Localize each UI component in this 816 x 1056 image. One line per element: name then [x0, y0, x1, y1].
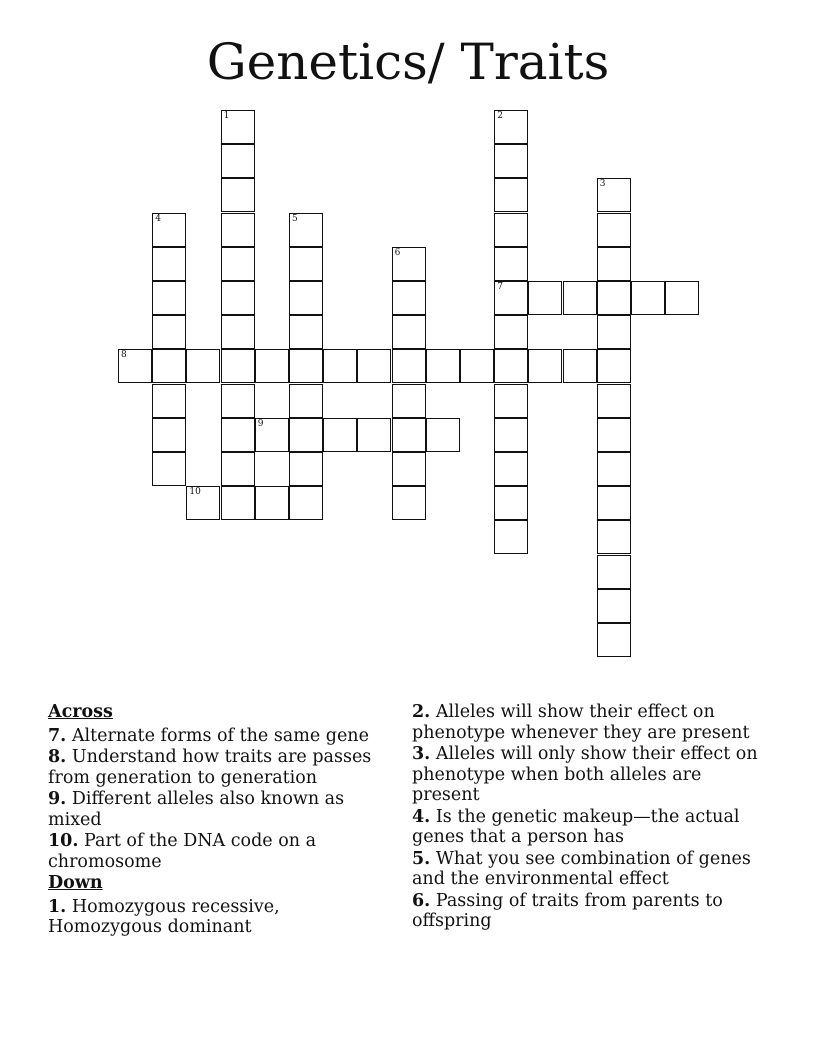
down-clue-4 [412, 807, 762, 848]
grid-cell[interactable] [597, 281, 631, 315]
down-clue-2 [412, 702, 762, 743]
clue-number: 5. [412, 848, 431, 869]
grid-cell[interactable] [631, 281, 665, 315]
grid-cell[interactable] [289, 418, 323, 452]
grid-cell[interactable] [152, 418, 186, 452]
grid-cell[interactable] [494, 144, 528, 178]
grid-cell[interactable] [357, 418, 391, 452]
grid-cell[interactable] [528, 349, 562, 383]
grid-cell[interactable] [221, 384, 255, 418]
grid-cell[interactable] [392, 281, 426, 315]
cell-number: 5 [292, 213, 298, 224]
clue-number: 8. [48, 747, 67, 767]
cell-number: 8 [121, 350, 127, 361]
clue-number: 10. [48, 831, 79, 851]
clue-text: Passing of traits from parents to offspring [412, 890, 723, 931]
grid-cell[interactable] [494, 418, 528, 452]
clue-number: 3. [412, 744, 431, 764]
clue-text: Alleles will show their effect on phenotype whenever they are present [412, 702, 750, 743]
grid-cell[interactable] [494, 213, 528, 247]
clue-number: 6. [412, 890, 431, 911]
grid-cell[interactable] [597, 384, 631, 418]
grid-cell[interactable] [528, 281, 562, 315]
grid-cell[interactable] [494, 520, 528, 554]
grid-cell[interactable] [221, 349, 255, 383]
grid-cell[interactable] [597, 315, 631, 349]
grid-cell[interactable] [221, 315, 255, 349]
cell-number: 10 [189, 487, 201, 498]
down-clue-1 [48, 897, 388, 938]
cell-number: 2 [497, 111, 503, 121]
grid-cell[interactable] [563, 349, 597, 383]
grid-cell[interactable] [597, 555, 631, 589]
grid-cell[interactable] [221, 110, 255, 144]
down-clue-5 [412, 849, 762, 890]
cell-number: 6 [394, 247, 401, 258]
grid-cell[interactable] [221, 144, 255, 178]
grid-cell[interactable] [392, 418, 426, 452]
grid-cell[interactable] [426, 349, 460, 383]
grid-cell[interactable] [494, 281, 528, 315]
grid-cell[interactable] [494, 178, 528, 212]
grid-cell[interactable] [494, 486, 528, 520]
grid-cell[interactable] [152, 349, 186, 383]
grid-cell[interactable] [221, 281, 255, 315]
grid-cell[interactable] [289, 315, 323, 349]
grid-cell[interactable] [392, 452, 426, 486]
page-title: Genetics/ Traits [206, 33, 610, 91]
clue-text: Understand how traits are passes from generation to generation [48, 747, 372, 788]
grid-cell[interactable] [494, 349, 528, 383]
across-clue-8 [48, 747, 388, 788]
grid-cell[interactable] [221, 247, 255, 281]
cell-number: 4 [155, 213, 161, 224]
grid-cell[interactable] [494, 384, 528, 418]
grid-cell[interactable] [597, 418, 631, 452]
grid-cell[interactable] [665, 281, 699, 315]
grid-cell[interactable] [152, 315, 186, 349]
grid-cell[interactable] [460, 349, 494, 383]
grid-cell[interactable] [289, 452, 323, 486]
grid-cell[interactable] [392, 384, 426, 418]
grid-cell[interactable] [597, 452, 631, 486]
grid-cell[interactable] [597, 247, 631, 281]
grid-cell[interactable] [597, 623, 631, 657]
grid-cell[interactable] [289, 486, 323, 520]
cell-number: 1 [223, 111, 230, 121]
grid-cell[interactable] [221, 452, 255, 486]
grid-cell[interactable] [597, 213, 631, 247]
clue-number: 2. [412, 702, 431, 722]
grid-cell[interactable] [392, 247, 426, 281]
grid-cell[interactable] [152, 452, 186, 486]
clue-text: Is the genetic makeup—the actual genes that a person has [412, 806, 740, 847]
clue-text: Different alleles also known as mixed [48, 789, 345, 830]
cell-number: 9 [257, 418, 264, 429]
grid-cell[interactable] [255, 486, 289, 520]
clue-number: 9. [48, 789, 67, 809]
grid-cell[interactable] [186, 349, 220, 383]
clue-text: Homozygous recessive, Homozygous dominant [48, 896, 280, 937]
grid-cell[interactable] [289, 349, 323, 383]
grid-cell[interactable] [289, 213, 323, 247]
grid-cell[interactable] [597, 520, 631, 554]
grid-cell[interactable] [392, 486, 426, 520]
down-clue-6 [412, 891, 762, 932]
grid-cell[interactable] [152, 247, 186, 281]
grid-cell[interactable] [152, 213, 186, 247]
grid-cell[interactable] [221, 178, 255, 212]
across-heading: Across [48, 702, 113, 722]
across-clue-9 [48, 789, 388, 830]
grid-cell[interactable] [426, 418, 460, 452]
grid-cell[interactable] [323, 349, 357, 383]
grid-cell[interactable] [289, 384, 323, 418]
grid-cell[interactable] [494, 110, 528, 144]
grid-cell[interactable] [597, 589, 631, 623]
across-clue-10 [48, 831, 388, 872]
grid-cell[interactable] [563, 281, 597, 315]
clue-text: Alternate forms of the same gene [71, 725, 369, 746]
grid-cell[interactable] [186, 486, 220, 520]
grid-cell[interactable] [289, 247, 323, 281]
clue-text: What you see combination of genes and the environmental effect [412, 848, 751, 889]
down-clue-3 [412, 744, 762, 806]
clues-left-column [48, 702, 388, 939]
cell-number: 7 [497, 282, 503, 292]
grid-cell[interactable] [597, 349, 631, 383]
grid-cell[interactable] [494, 315, 528, 349]
grid-cell[interactable] [289, 281, 323, 315]
grid-cell[interactable] [597, 178, 631, 212]
grid-cell[interactable] [323, 418, 357, 452]
clue-number: 1. [48, 896, 67, 917]
clue-text: Part of the DNA code on a chromosome [48, 831, 317, 872]
grid-cell[interactable] [255, 349, 289, 383]
grid-cell[interactable] [255, 418, 289, 452]
across-clue-7 [48, 726, 388, 747]
grid-cell[interactable] [152, 384, 186, 418]
grid-cell[interactable] [118, 349, 152, 383]
grid-cell[interactable] [221, 486, 255, 520]
clue-number: 7. [48, 725, 67, 746]
grid-cell[interactable] [597, 486, 631, 520]
grid-cell[interactable] [221, 213, 255, 247]
grid-cell[interactable] [392, 315, 426, 349]
grid-cell[interactable] [494, 247, 528, 281]
clue-text: Alleles will only show their effect on phenotype when both alleles are present [412, 744, 758, 805]
clue-number: 4. [412, 806, 431, 827]
grid-cell[interactable] [152, 281, 186, 315]
clues-right-column [412, 702, 762, 933]
down-heading: Down [48, 873, 103, 893]
grid-cell[interactable] [392, 349, 426, 383]
cell-number: 3 [599, 179, 606, 190]
grid-cell[interactable] [221, 418, 255, 452]
grid-cell[interactable] [494, 452, 528, 486]
grid-cell[interactable] [357, 349, 391, 383]
